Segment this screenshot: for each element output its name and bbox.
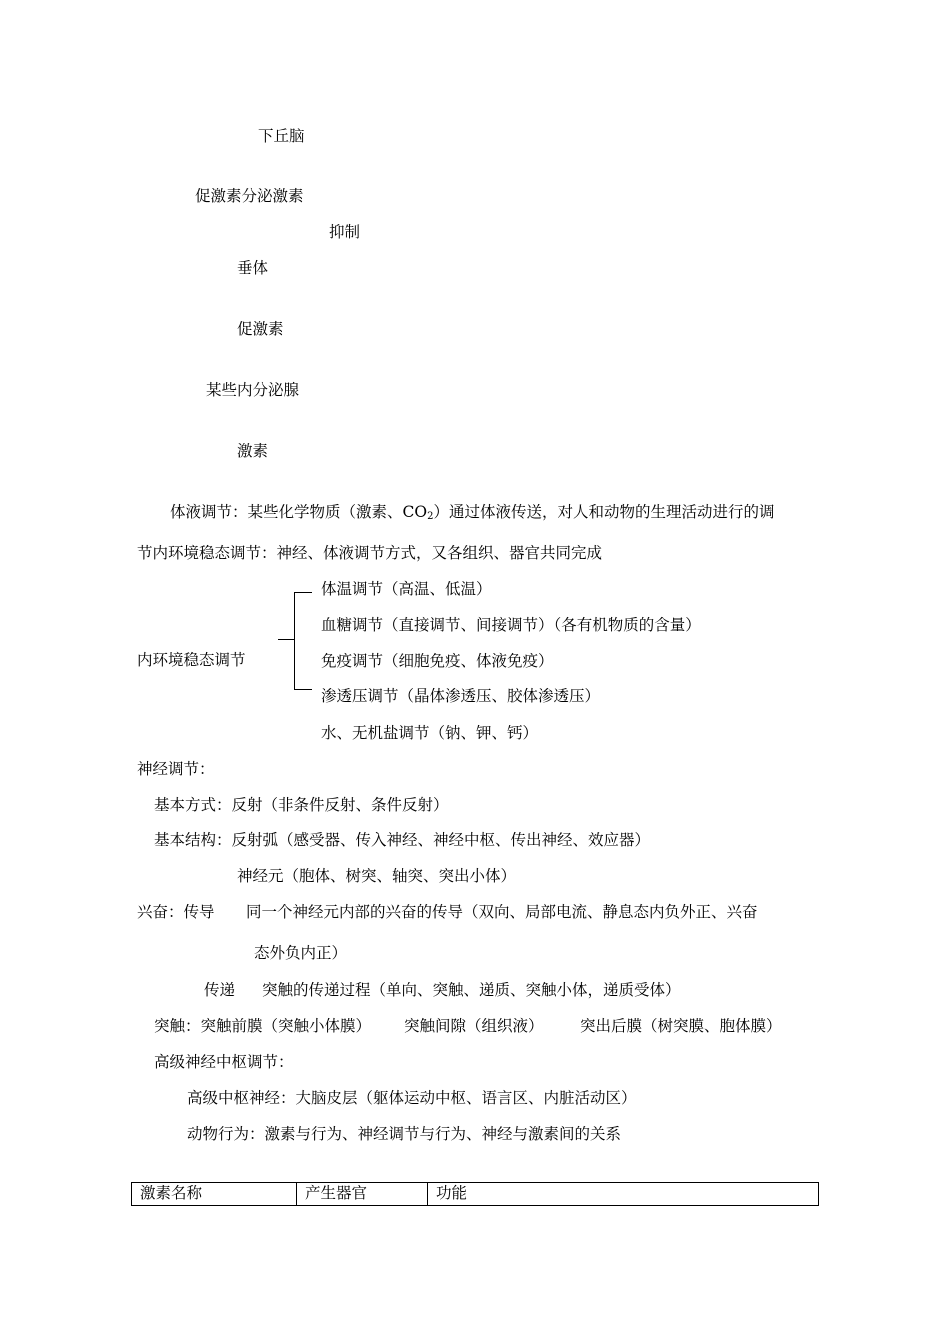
homeostasis-label: 内环境稳态调节 xyxy=(137,651,246,669)
neural-title: 神经调节： xyxy=(137,760,215,778)
humoral-part2: ）通过体液传送，对人和动物的生理活动进行的调 xyxy=(433,503,775,521)
homeostasis-item: 血糖调节（直接调节、间接调节）（各有机物质的含量） xyxy=(321,616,701,634)
neural-basic-mode: 基本方式：反射（非条件反射、条件反射） xyxy=(154,796,449,814)
neural-basic-structure: 基本结构：反射弧（感受器、传入神经、神经中枢、传出神经、效应器） xyxy=(154,831,651,849)
humoral-sub: 2 xyxy=(427,511,434,522)
homeostasis-item: 水、无机盐调节（钠、钾、钙） xyxy=(321,724,539,742)
flow-glands: 某些内分泌腺 xyxy=(206,381,300,399)
animal-behavior: 动物行为：激素与行为、神经调节与行为、神经与激素间的关系 xyxy=(187,1125,622,1143)
homeostasis-item: 体温调节（高温、低温） xyxy=(321,580,492,598)
bracket-top xyxy=(294,592,312,593)
flow-hypothalamus: 下丘脑 xyxy=(258,127,305,145)
transmission-label: 传递 xyxy=(204,981,236,999)
humoral-part1: 体液调节：某些化学物质（激素、CO xyxy=(170,503,428,521)
hormone-table xyxy=(131,1182,819,1206)
flow-tropic-hormone: 促激素 xyxy=(237,320,284,338)
bracket-stem xyxy=(278,639,295,640)
synapse-post: 突出后膜（树突膜、胞体膜） xyxy=(580,1017,782,1035)
flow-pituitary: 垂体 xyxy=(237,259,269,277)
synapse-pre: 突触：突触前膜（突触小体膜） xyxy=(154,1017,372,1035)
neural-neuron: 神经元（胞体、树突、轴突、突出小体） xyxy=(237,867,517,885)
humoral-line-1 xyxy=(170,505,774,522)
flow-hormone: 激素 xyxy=(237,442,269,460)
conduction-line-2: 态外负内正） xyxy=(254,944,348,962)
higher-title: 高级神经中枢调节： xyxy=(154,1053,294,1071)
flow-releasing-hormone: 促激素分泌激素 xyxy=(195,187,304,205)
humoral-line-2: 节内环境稳态调节：神经、体液调节方式，又各组织、器官共同完成 xyxy=(137,544,603,562)
table-header-cell: 产生器官 xyxy=(297,1183,428,1206)
conduction-line-1: 同一个神经元内部的兴奋的传导（双向、局部电流、静息态内负外正、兴奋 xyxy=(246,903,758,921)
excitation-label: 兴奋：传导 xyxy=(137,903,215,921)
table-header-row xyxy=(132,1183,819,1206)
homeostasis-item: 免疫调节（细胞免疫、体液免疫） xyxy=(321,652,554,670)
flow-inhibit: 抑制 xyxy=(329,223,361,241)
bracket-bottom xyxy=(294,689,312,690)
higher-center: 高级中枢神经：大脑皮层（躯体运动中枢、语言区、内脏活动区） xyxy=(187,1089,637,1107)
table-header-cell: 激素名称 xyxy=(132,1183,297,1206)
synapse-gap: 突触间隙（组织液） xyxy=(404,1017,544,1035)
table-header-cell: 功能 xyxy=(428,1183,819,1206)
bracket-line xyxy=(294,592,295,690)
transmission-text: 突触的传递过程（单向、突触、递质、突触小体，递质受体） xyxy=(262,981,681,999)
homeostasis-item: 渗透压调节（晶体渗透压、胶体渗透压） xyxy=(321,687,601,705)
